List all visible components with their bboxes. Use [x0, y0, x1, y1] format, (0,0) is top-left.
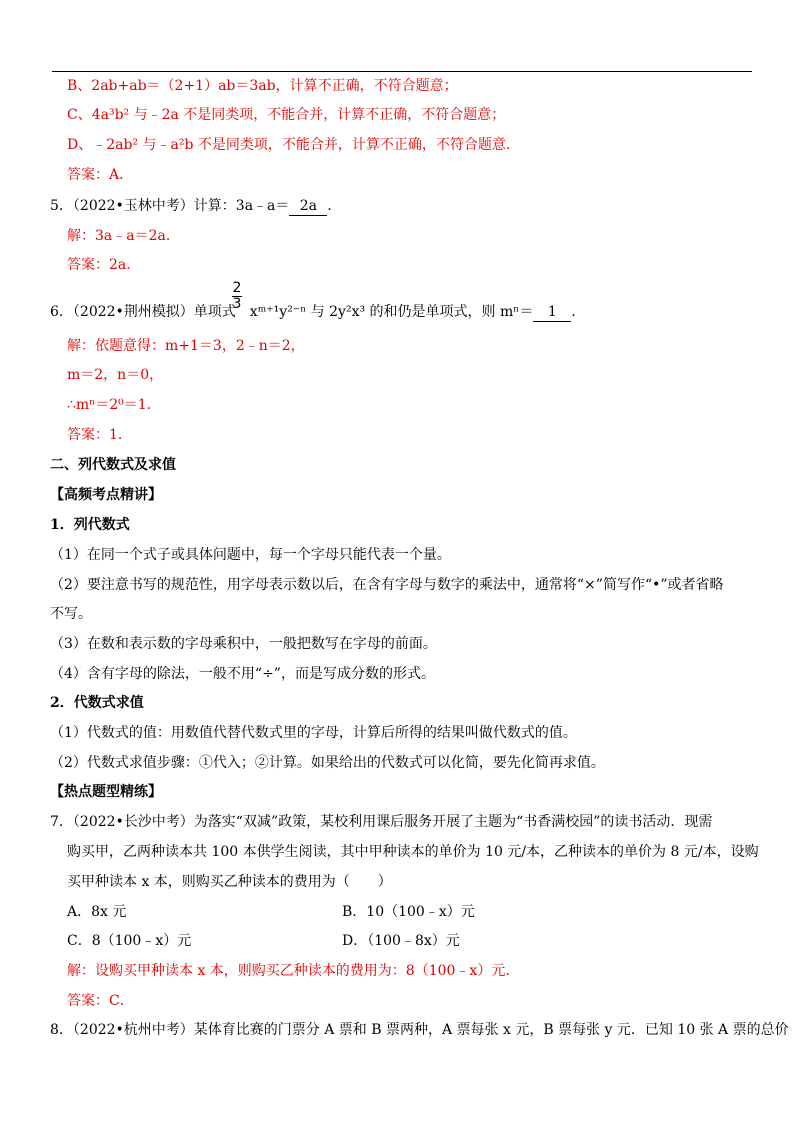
question-6-prefix: 6．（2022•荆州模拟）单项式: [50, 304, 236, 320]
question-7-line3: 买甲种读本 x 本，则购买乙种读本的费用为（ ）: [67, 874, 392, 890]
point-1-item-1: （1）在同一个式子或具体问题中，每一个字母只能代表一个量。: [50, 547, 451, 563]
answer-q5: 答案：2a．: [67, 257, 141, 273]
question-5: [50, 197, 341, 216]
point-2-item-1: （1）代数式的值：用数值代替代数式里的字母，计算后所得的结果叫做代数式的值。: [50, 725, 577, 741]
solution-q6-line3: ∴mⁿ＝2⁰＝1．: [67, 397, 161, 413]
point-1-item-2-cont: 不写。: [50, 606, 92, 622]
point-1-heading: 1．列代数式: [50, 517, 130, 533]
answer-text: 答案：A．: [67, 167, 134, 183]
solution-line-b: B、2ab+ab＝（2+1）ab＝3ab，计算不正确，不符合题意；: [67, 78, 458, 94]
point-2-item-2: （2）代数式求值步骤：①代入；②计算。如果给出的代数式可以化简，要先化简再求值。: [50, 755, 605, 771]
option-a[interactable]: A．8x 元: [67, 904, 127, 920]
option-d[interactable]: D．（100﹣8x）元: [342, 933, 460, 949]
solution-q6-line1: 解：依题意得：m+1＝3，2﹣n＝2，: [67, 338, 305, 354]
point-2-heading: 2．代数式求值: [50, 695, 144, 711]
fraction-denominator: 3: [232, 296, 242, 312]
question-6-text: xᵐ⁺¹y²⁻ⁿ 与 2y²x³ 的和仍是单项式，则 mⁿ＝: [249, 304, 534, 320]
question-8-line1: 8．（2022•杭州中考）某体育比赛的门票分 A 票和 B 票两种，A 票每张 x 元，B 票每张 y 元．已知 10 张 A 票的总价: [50, 1022, 789, 1038]
question-5-text: 5．（2022•玉林中考）计算：3a﹣a＝: [50, 198, 290, 214]
question-7-line1: 7．（2022•长沙中考）为落实“双减”政策，某校利用课后服务开展了主题为“书香满校园”的读书活动．现需: [50, 814, 713, 830]
solution-q6-line2: m＝2，n＝0，: [67, 367, 164, 383]
question-5-suffix: ．: [327, 198, 342, 214]
option-b[interactable]: B．10（100﹣x）元: [342, 904, 475, 920]
option-c[interactable]: C．8（100﹣x）元: [67, 933, 192, 949]
fraction-numerator: 2: [232, 280, 242, 296]
subheading-practice: 【热点题型精练】: [50, 784, 162, 800]
solution-line-c: C、4a³b² 与﹣2a 不是同类项，不能合并，计算不正确，不符合题意；: [67, 107, 506, 123]
answer-q7: [67, 992, 134, 1010]
question-6-answer: 1: [533, 303, 571, 322]
question-6-suffix: ．: [571, 304, 586, 320]
answer-q6-text: 答案：1．: [67, 427, 132, 443]
point-1-item-4: （4）含有字母的除法，一般不用“÷”，而是写成分数的形式。: [50, 666, 435, 682]
solution-q5: 解：3a﹣a＝2a．: [67, 228, 180, 244]
answer-q7-text: 答案：C．: [67, 993, 134, 1009]
answer-q4: [67, 166, 133, 184]
point-1-item-2: （2）要注意书写的规范性，用字母表示数以后，在含有字母与数字的乘法中，通常将“×”简写作“•”或者省略: [50, 577, 724, 593]
question-7-line2: 购买甲，乙两种读本共 100 本供学生阅读，其中甲种读本的单价为 10 元/本，乙种读本的单价为 8 元/本，设购: [67, 844, 759, 860]
point-1-item-3: （3）在数和表示数的字母乘积中，一般把数写在字母的前面。: [50, 636, 437, 652]
solution-line-d: D、﹣2ab² 与﹣a²b 不是同类项，不能合并，计算不正确，不符合题意．: [67, 137, 520, 153]
subheading-key-points: 【高频考点精讲】: [50, 487, 162, 503]
section-heading: 二、列代数式及求值: [50, 457, 176, 473]
question-6: [50, 303, 585, 322]
header-rule: [52, 71, 752, 72]
question-5-answer: 2a: [289, 197, 327, 216]
solution-q7: 解：设购买甲种读本 x 本，则购买乙种读本的费用为：8（100﹣x）元．: [67, 963, 520, 979]
answer-q6: [67, 426, 132, 444]
